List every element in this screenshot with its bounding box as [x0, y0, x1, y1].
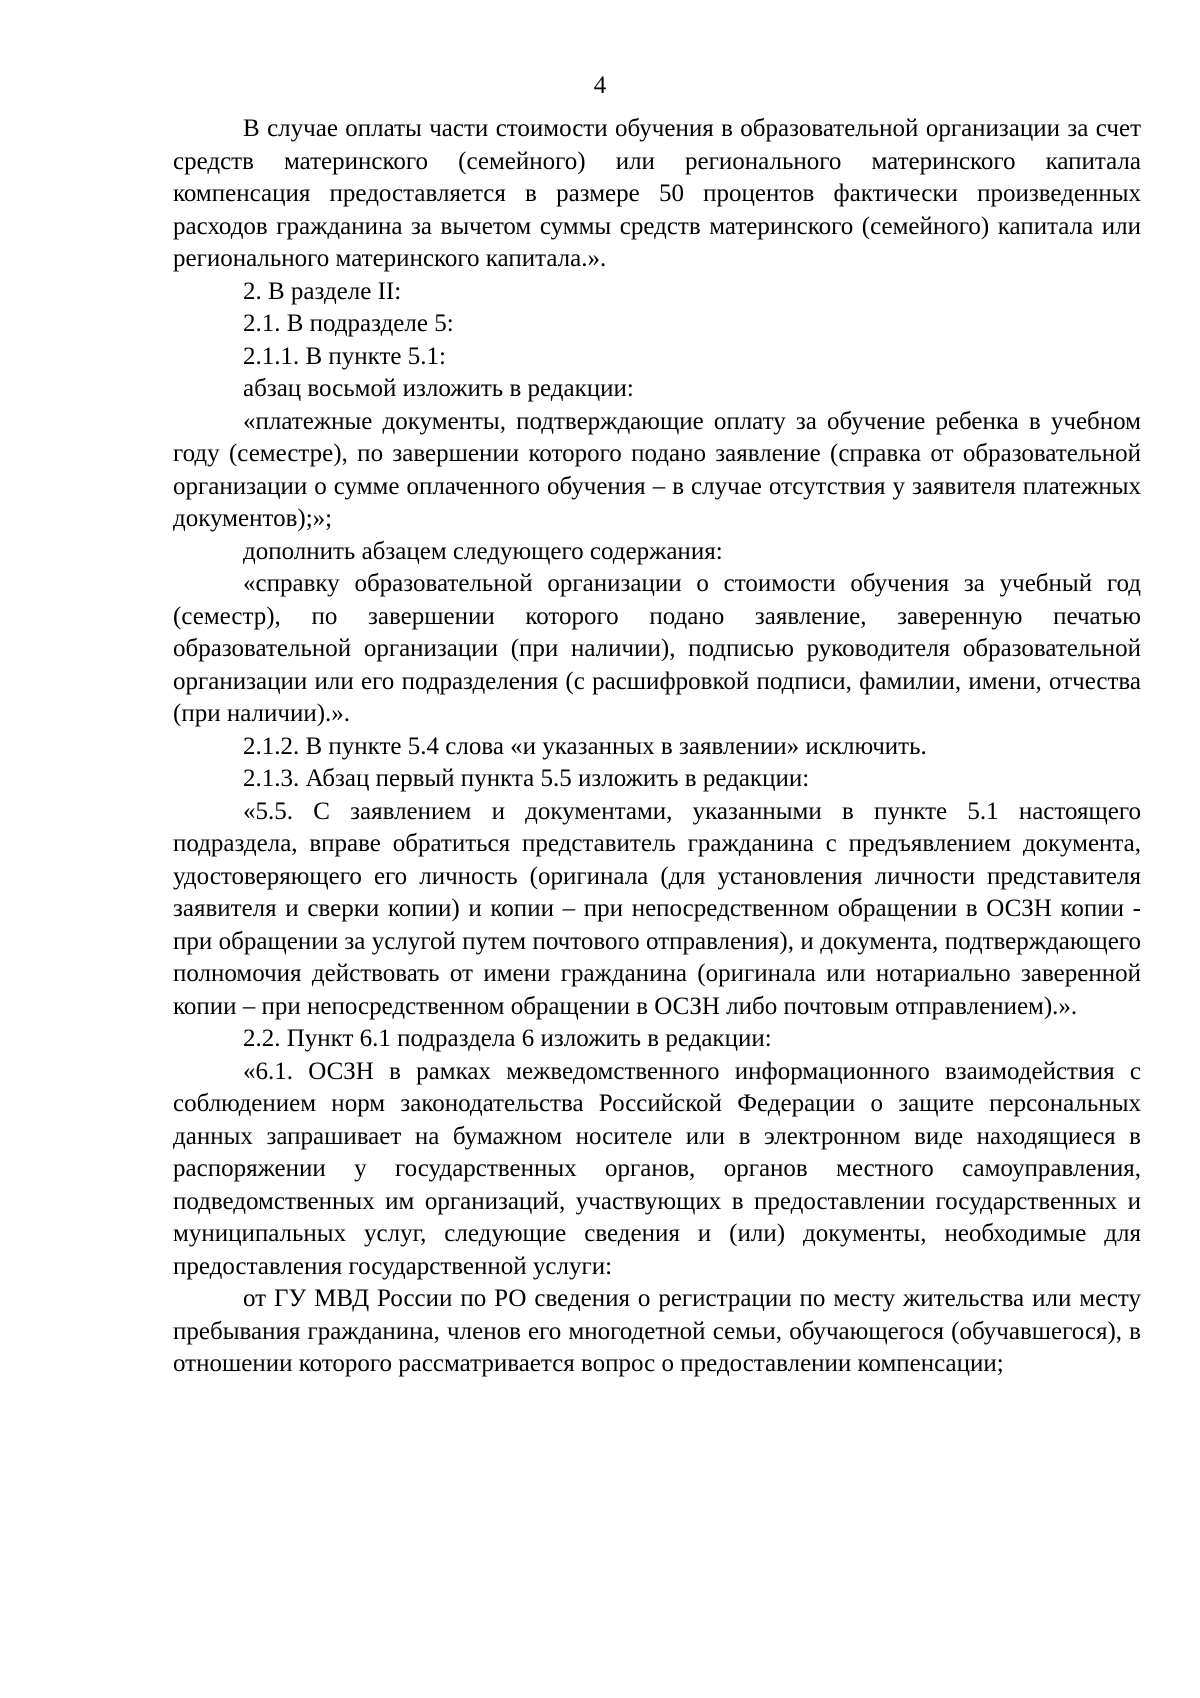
document-body — [173, 113, 1141, 1381]
paragraph-mvd-request: от ГУ МВД России по РО сведения о регистрации по месту жительства или месту пребывания гражданина, членов его многодетной семьи, обучающегося (обучавшегося), в отношении которого рассматривается вопрос о предоставлении компенсации; — [173, 1285, 1141, 1377]
paragraph-item-2-1-2: 2.1.2. В пункте 5.4 слова «и указанных в заявлении» исключить. — [243, 732, 927, 760]
paragraph-reference-cost: «справку образовательной организации о стоимости обучения за учебный год (семестр), по завершении которого подано заявление, заверенную печатью образовательной организации (при наличии), подписью руководителя образовательной организации или его подразделения (с расшифровкой подписи, фамилии, имени, отчества (при наличии).». — [173, 570, 1141, 727]
paragraph-item-6-1: «6.1. ОСЗН в рамках межведомственного информационного взаимодействия с соблюдением норм законодательства Российской Федерации о защите персональных данных запрашивает на бумажном носителе или в электронном виде находящиеся в распоряжении у государственных органов, органов местного самоуправления, подведомственных им организаций, участвующих в предоставлении государственных и муниципальных услуг, следующие сведения и (или) документы, необходимые для предоставления государственной услуги: — [173, 1057, 1141, 1280]
paragraph-eighth-abzac: абзац восьмой изложить в редакции: — [243, 375, 634, 402]
paragraph-section-2: 2. В разделе II: — [243, 277, 402, 305]
paragraph-subsection-2-1: 2.1. В подразделе 5: — [243, 310, 454, 337]
paragraph-add-abzac: дополнить абзацем следующего содержания: — [243, 537, 723, 565]
paragraph-compensation-share: В случае оплаты части стоимости обучения в образовательной организации за счет средств материнского (семейного) или регионального материнского капитала компенсация предоставляется в размере 50 процентов фактически произведенных расходов гражданина за вычетом суммы средств материнского (семейного) капитала или регионального материнского капитала.». — [173, 115, 1141, 272]
paragraph-item-2-1-1: 2.1.1. В пункте 5.1: — [243, 342, 446, 370]
paragraph-item-2-2: 2.2. Пункт 6.1 подраздела 6 изложить в редакции: — [243, 1025, 772, 1052]
paragraph-payment-documents: «платежные документы, подтверждающие оплату за обучение ребенка в учебном году (семестре), по завершении которого подано заявление (справка от образовательной организации о сумме оплаченного обучения – в случае отсутствия у заявителя платежных документов);»; — [173, 407, 1141, 532]
paragraph-item-2-1-3: 2.1.3. Абзац первый пункта 5.5 изложить в редакции: — [243, 765, 810, 792]
page-number: 4 — [593, 72, 607, 99]
paragraph-item-5-5: «5.5. С заявлением и документами, указанными в пункте 5.1 настоящего подраздела, вправе обратиться представитель гражданина с предъявлением документа, удостоверяющего его личность (оригинала (для установления личности представителя заявителя и сверки копии) и копии – при непосредственном обращении в ОСЗН копии - при обращении за услугой путем почтового отправления), и документа, подтверждающего полномочия действовать от имени гражданина (оригинала или нотариально заверенной копии – при непосредственном обращении в ОСЗН либо почтовым отправлением).». — [173, 797, 1141, 1020]
